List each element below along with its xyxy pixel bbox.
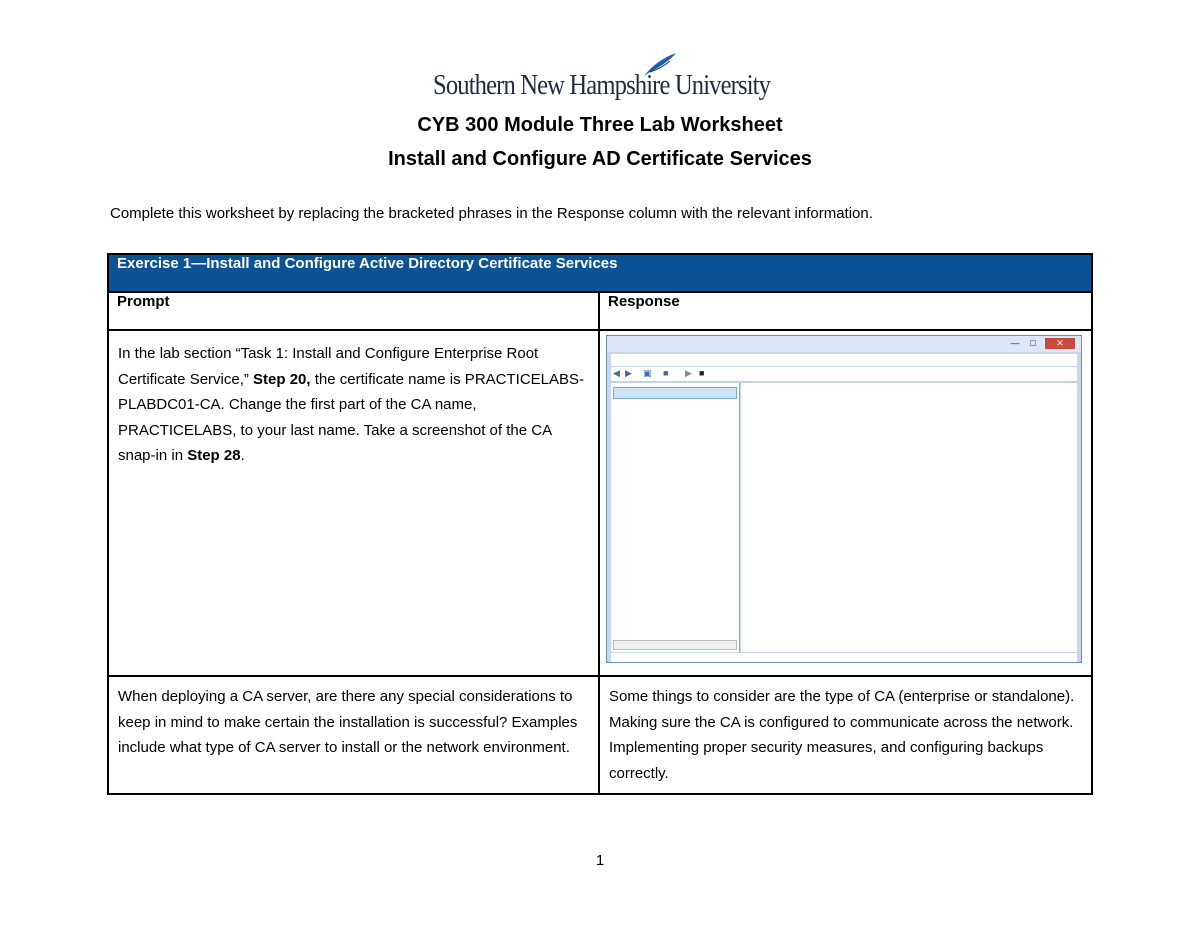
play-icon: ▶ [685,368,692,378]
response-cell [599,330,1092,676]
university-logo [430,52,770,104]
table-row [108,676,1092,794]
maximize-icon: □ [1030,338,1036,348]
window-titlebar [607,336,1081,352]
prompt-bold-step: Step 20, [253,370,311,388]
prompt-text-part: In the lab section “Task 1: Install and Configure Enterprise Root Certificate Service,” [118,345,539,388]
minimize-icon: — [1010,338,1020,348]
page-number: 1 [595,852,605,869]
window-statusbar [611,653,1077,662]
intro-instructions: Complete this worksheet by replacing the bracketed phrases in the Response column with the relevant information. [110,205,873,222]
folder-icon: ▣ [643,368,652,378]
help-icon: ■ [663,368,669,378]
window-toolbar [611,367,1077,382]
close-icon: ✕ [1045,338,1075,349]
university-name: Southern New Hampshire University [433,70,771,101]
prompt-column-header: Prompt [108,292,599,330]
response-text: Some things to consider are the type of CA (enterprise or standalone). Making sure the CA is configured to communicate across the network. Implementing proper security measures, and configuring backups correctly. [609,688,1075,782]
ca-snapin-screenshot [606,335,1082,663]
response-cell [599,676,1092,794]
prompt-cell [108,676,599,794]
prompt-text: When deploying a CA server, are there any special considerations to keep in mind to make certain the installation is successful? Examples include what type of CA server to install or the network environment. [118,688,578,756]
exercise-header: Exercise 1—Install and Configure Active Directory Certificate Services [108,254,1092,292]
back-icon: ◀ [613,368,620,378]
console-tree-pane [611,383,740,652]
response-column-header: Response [599,292,1092,330]
column-header-row [108,292,1092,330]
worksheet-subtitle: Install and Configure AD Certificate Services [388,148,812,170]
prompt-text-part: . [240,447,245,464]
table-header-row [108,254,1092,292]
stop-icon: ■ [699,368,705,378]
window-menubar [611,354,1077,366]
tree-selected-node [613,387,737,399]
prompt-text [110,332,597,469]
worksheet-table [107,253,1093,795]
worksheet-title: CYB 300 Module Three Lab Worksheet [417,114,783,136]
prompt-text-part: the certificate name is PRACTICELABS-PLABDC01-CA. Change the first part of the CA name, PRACTICELABS, to your last name. Take a screenshot of the CA snap-in in [118,370,585,464]
details-pane [741,383,1077,652]
tree-scrollbar [613,640,737,650]
prompt-cell [108,330,599,676]
table-row [108,330,1092,676]
forward-icon: ▶ [625,368,632,378]
prompt-bold-step: Step 28 [187,447,241,464]
